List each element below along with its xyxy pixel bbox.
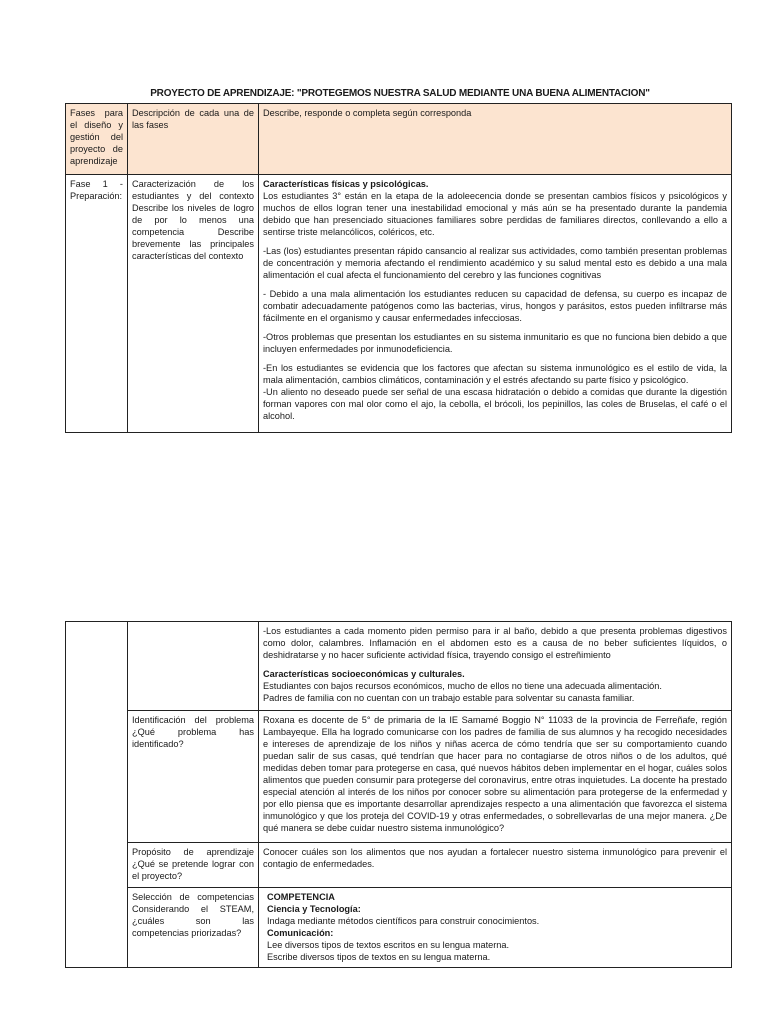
- description-cell-empty: [128, 622, 259, 711]
- identification-text: Roxana es docente de 5° de primaria de la IE Samamé Boggio N° 11033 de la provincia de Ferreñafe, región Lambayeque. Ella ha logrado comunicarse con los padres de familia de sus alumnos y ha recogido necesidades e intereses de aprendizaje de los niños y niñas acerca de cómo tendría que ser su comportamiento cuando puedan salir de sus casas, qué tendrían que hacer para no contagiarse de otros niños o de los adultos, qué medidas deben tomar para protegerse en casa, qué nuevos hábitos deben implementar en el hogar, cuáles solos alimentos que pueden consumir para protegerse del coronavirus, entre otras inquietudes. La docente ha prestado especial atención al interés de los niños por conocer sobre su alimentación para protegerse de la enfermedad y por ello piensa que es importante desarrollar aprendizajes respecto a una alimentación que favorezca el sistema inmunológico y que los proteja del COVID-19 y otras enfermedades, o sobrellevarlas de una mejor manera. ¿De qué manera se debe cuidar nuestro sistema inmunológico?: [259, 711, 732, 843]
- competency-title: COMPETENCIA: [267, 892, 335, 902]
- competency-area: Comunicación:: [267, 928, 334, 938]
- table-row: [66, 888, 732, 968]
- table-row: [66, 711, 732, 843]
- paragraph: Los estudiantes 3° están en la etapa de la adoleecencia donde se presentan cambios físicos y psicológicos y muchos de ellos logran tener una inestabilidad emocional y más aún se ha presentado durante la pandemia debido que han presenciado situaciones familiares sobre perdidas de familiares directos, conllevando a ello a sentirse triste melancólicos, coléricos, etc.: [263, 191, 727, 237]
- continuation-cell: [259, 622, 732, 711]
- paragraph: -Un aliento no deseado puede ser señal de una escasa hidratación o debido a comidas que durante la digestión forman vapores con mal olor como el ajo, la cebolla, el brócoli, los pepinillos, las coles de Bruselas, el café o el alcohol.: [263, 387, 727, 421]
- purpose-text: Conocer cuáles son los alimentos que nos ayudan a fortalecer nuestro sistema inmunológico para prevenir el contagio de enfermedades.: [259, 843, 732, 888]
- competency-item: Escribe diversos tipos de textos en su lengua materna.: [267, 952, 491, 962]
- phase-cell-continued: [66, 622, 128, 968]
- paragraph: Padres de familia con no cuentan con un trabajo estable para solventar su canasta familiar.: [263, 693, 635, 703]
- purpose-description: Propósito de aprendizaje ¿Qué se pretende lograr con el proyecto?: [128, 843, 259, 888]
- project-table-part-2: [65, 621, 732, 968]
- paragraph: -Los estudiantes a cada momento piden permiso para ir al baño, debido a que presenta problemas digestivos como dolor, calambres. Inflamación en el abdomen esto es a causa de no beber suficientes líquidos, o deshidratarse y no hacer suficiente actividad física, trayendo consigo el estreñimiento: [263, 626, 727, 660]
- table-row: [66, 622, 732, 711]
- competency-item: Indaga mediante métodos científicos para construir conocimientos.: [267, 916, 540, 926]
- identification-description: Identificación del problema ¿Qué problema has identificado?: [128, 711, 259, 843]
- phase-description-cell: [128, 175, 259, 433]
- section-heading: Características físicas y psicológicas.: [263, 179, 429, 189]
- characteristics-cell: [259, 175, 732, 433]
- section-heading: Características socioeconómicas y culturales.: [263, 669, 465, 679]
- paragraph: Estudiantes con bajos recursos económicos, mucho de ellos no tiene una adecuada alimentación.: [263, 681, 662, 691]
- table-header-row: [66, 104, 732, 175]
- table-row: [66, 175, 732, 433]
- project-table-part-1: [65, 103, 732, 433]
- paragraph: -Otros problemas que presentan los estudiantes en su sistema inmunitario es que no funciona bien debido a que incluyen enfermedades por inmunodeficiencia.: [263, 332, 727, 354]
- competency-area: Ciencia y Tecnología:: [267, 904, 361, 914]
- page-title: PROYECTO DE APRENDIZAJE: "PROTEGEMOS NUESTRA SALUD MEDIANTE UNA BUENA ALIMENTACION": [150, 88, 650, 99]
- table-row: [66, 843, 732, 888]
- competencies-description: Selección de competencias Considerando el STEAM, ¿cuáles son las competencias priorizadas?: [128, 888, 259, 968]
- competencies-cell: [259, 888, 732, 968]
- phase-description: Caracterización de los estudiantes y del contexto Describe los niveles de logro de por lo menos una competencia Describe brevemente las principales características del contexto: [132, 179, 254, 261]
- paragraph: -En los estudiantes se evidencia que los factores que afectan su sistema inmunológico es el estilo de vida, la mala alimentación, cambios climáticos, contaminación y el estrés afectando su parte físico y psicológico.: [263, 363, 727, 385]
- header-description: Descripción de cada una de las fases: [128, 104, 259, 175]
- paragraph: - Debido a una mala alimentación los estudiantes reducen su capacidad de defensa, su cuerpo es incapaz de combatir adecuadamente patógenos como las bacterias, virus, hongos y parásitos, estos pueden infiltrarse más fácilmente en el organismo y causar enfermedades infecciosas.: [263, 289, 727, 323]
- phase-label: Fase 1 - Preparación:: [70, 179, 123, 201]
- phase-cell: [66, 175, 128, 433]
- paragraph: -Las (los) estudiantes presentan rápido cansancio al realizar sus actividades, como también presentan problemas de concentración y memoria afectando el rendimiento académico y su salud mental esto es debido a una mala alimentación el cual afecta el funcionamiento del cerebro y las funciones cognitivas: [263, 246, 727, 280]
- header-describe: Describe, responde o completa según corresponda: [259, 104, 732, 175]
- competency-item: Lee diversos tipos de textos escritos en su lengua materna.: [267, 940, 510, 950]
- header-phases: Fases para el diseño y gestión del proyecto de aprendizaje: [66, 104, 128, 175]
